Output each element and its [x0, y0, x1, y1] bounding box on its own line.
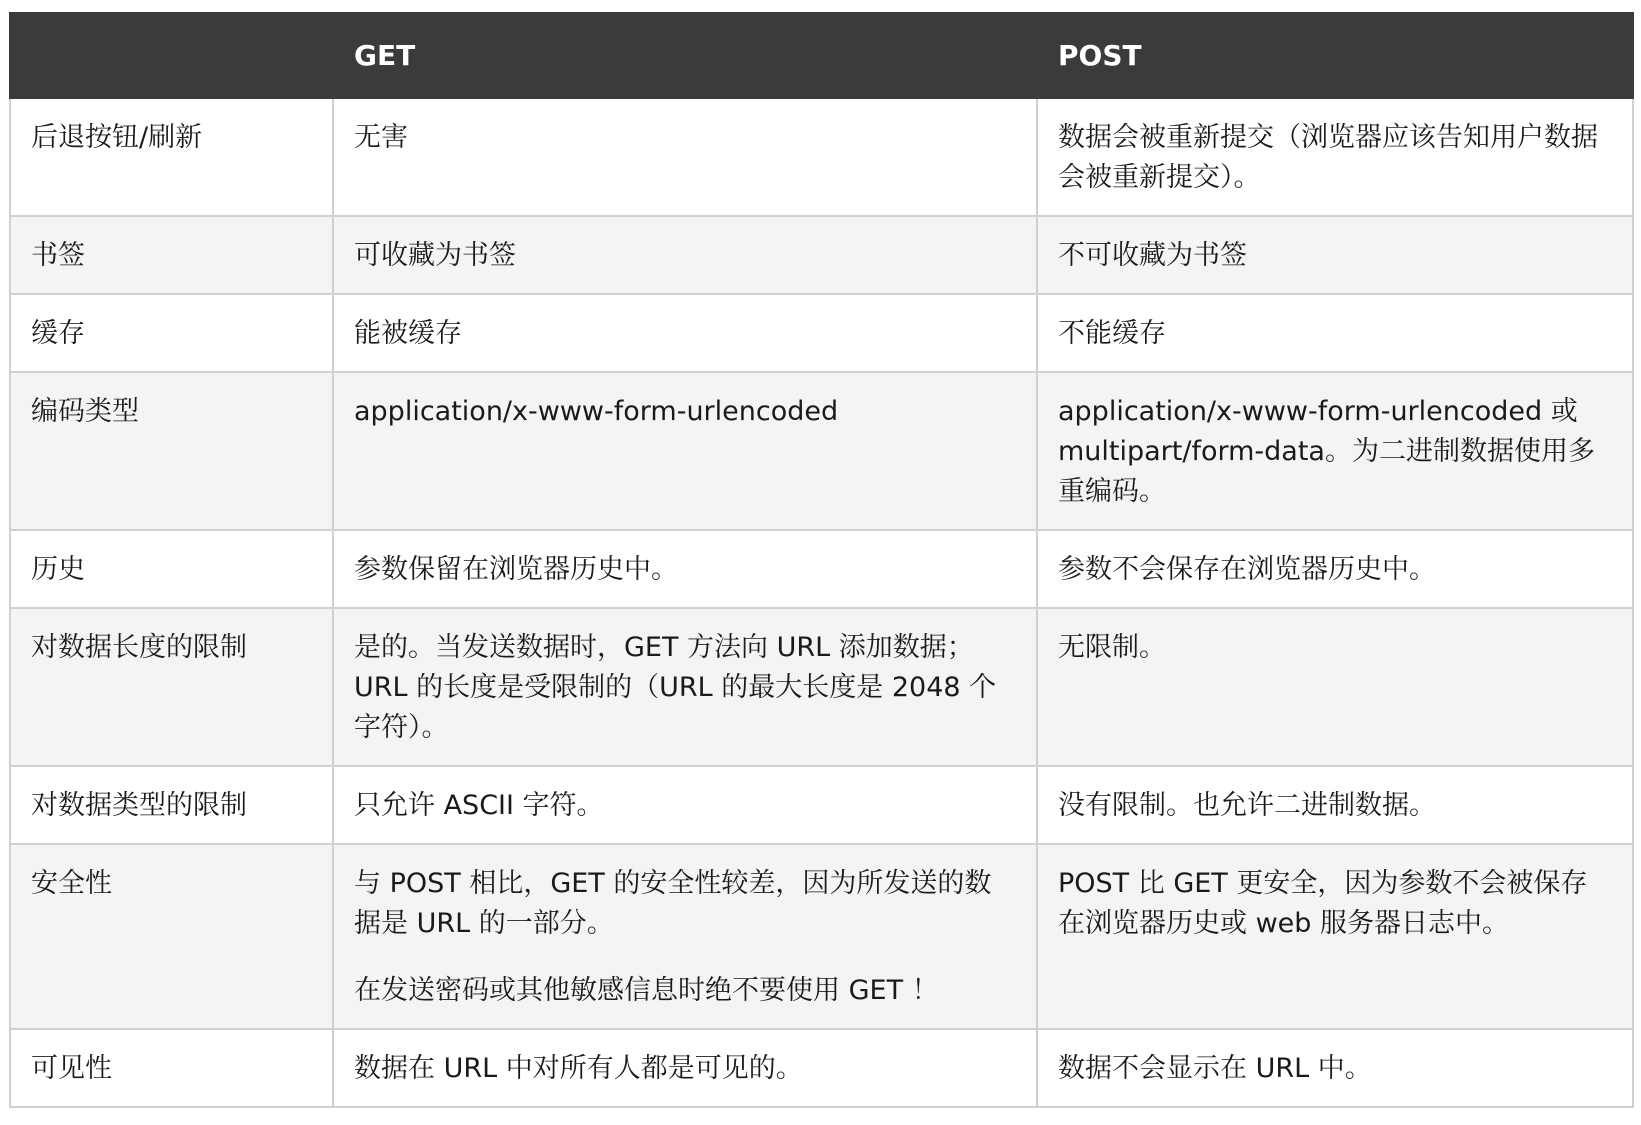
- post-value-text: POST 比 GET 更安全，因为参数不会被保存在浏览器历史或 web 服务器日志中。: [1058, 868, 1588, 939]
- get-vs-post-table: [9, 12, 1634, 1108]
- get-value-cell: [333, 608, 1037, 766]
- get-value-text: 在发送密码或其他敏感信息时绝不要使用 GET ！: [354, 975, 939, 1006]
- row-label-cell: 对数据长度的限制: [10, 608, 333, 766]
- get-value-text: 参数保留在浏览器历史中。: [354, 554, 678, 585]
- post-value-cell: [1037, 844, 1633, 1029]
- post-value-cell: [1037, 1029, 1633, 1107]
- get-value-cell: [333, 844, 1037, 1029]
- get-value-text: 能被缓存: [354, 318, 462, 349]
- row-label-cell: 可见性: [10, 1029, 333, 1107]
- post-value-cell: [1037, 766, 1633, 844]
- post-value-text: 不能缓存: [1058, 318, 1166, 349]
- get-value-cell: [333, 216, 1037, 294]
- row-label-cell: 编码类型: [10, 372, 333, 530]
- get-value-text: 与 POST 相比，GET 的安全性较差，因为所发送的数据是 URL 的一部分。: [354, 868, 992, 939]
- table-row: [10, 844, 1633, 1029]
- get-value-cell: [333, 372, 1037, 530]
- get-value-cell: [333, 294, 1037, 372]
- table-row: [10, 766, 1633, 844]
- post-value-text: application/x-www-form-urlencoded 或 multipart/form-data。为二进制数据使用多重编码。: [1058, 396, 1595, 507]
- row-label-cell: 书签: [10, 216, 333, 294]
- get-value-cell: [333, 766, 1037, 844]
- post-value-text: 参数不会保存在浏览器历史中。: [1058, 554, 1436, 585]
- row-label-cell: 安全性: [10, 844, 333, 1029]
- post-value-cell: [1037, 216, 1633, 294]
- comparison-table-container: [9, 12, 1632, 1108]
- table-body: [10, 98, 1633, 1107]
- row-label-cell: 历史: [10, 530, 333, 608]
- table-row: [10, 216, 1633, 294]
- post-value-text: 无限制。: [1058, 632, 1166, 663]
- get-value-text: 可收藏为书签: [354, 240, 516, 271]
- header-row: [10, 13, 1633, 98]
- get-value-text: 是的。当发送数据时，GET 方法向 URL 添加数据；URL 的长度是受限制的（URL 的最大长度是 2048 个字符）。: [354, 632, 997, 743]
- table-header: [10, 13, 1633, 98]
- table-row: [10, 530, 1633, 608]
- get-value-cell: [333, 530, 1037, 608]
- post-value-cell: [1037, 294, 1633, 372]
- header-cell-feature: [10, 13, 333, 98]
- get-value-text: 无害: [354, 122, 408, 153]
- post-value-cell: [1037, 608, 1633, 766]
- get-value-cell: [333, 1029, 1037, 1107]
- row-label-cell: 缓存: [10, 294, 333, 372]
- table-row: [10, 372, 1633, 530]
- header-cell-post: POST: [1037, 13, 1633, 98]
- row-label-cell: 后退按钮/刷新: [10, 98, 333, 216]
- get-value-text: 数据在 URL 中对所有人都是可见的。: [354, 1053, 803, 1084]
- get-value-text: 只允许 ASCII 字符。: [354, 790, 604, 821]
- table-row: [10, 294, 1633, 372]
- post-value-text: 数据会被重新提交（浏览器应该告知用户数据会被重新提交）。: [1058, 122, 1598, 193]
- post-value-text: 不可收藏为书签: [1058, 240, 1247, 271]
- get-value-cell: [333, 98, 1037, 216]
- table-row: [10, 1029, 1633, 1107]
- get-value-text: application/x-www-form-urlencoded: [354, 396, 839, 427]
- post-value-text: 没有限制。也允许二进制数据。: [1058, 790, 1436, 821]
- table-row: [10, 98, 1633, 216]
- post-value-cell: [1037, 98, 1633, 216]
- post-value-cell: [1037, 372, 1633, 530]
- post-value-text: 数据不会显示在 URL 中。: [1058, 1053, 1372, 1084]
- table-row: [10, 608, 1633, 766]
- row-label-cell: 对数据类型的限制: [10, 766, 333, 844]
- post-value-cell: [1037, 530, 1633, 608]
- header-cell-get: GET: [333, 13, 1037, 98]
